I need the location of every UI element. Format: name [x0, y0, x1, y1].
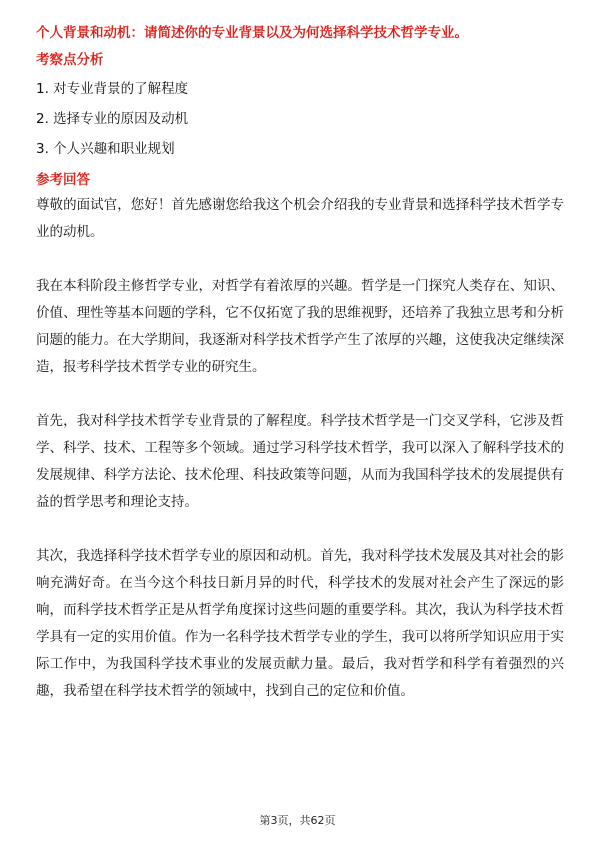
- answer-heading: 参考回答: [36, 172, 90, 188]
- answer-paragraph: 其次，我选择科学技术哲学专业的原因和动机。首先，我对科学技术发展及其对社会的影响充满好奇。在当今这个科技日新月异的时代，科学技术的发展对社会产生了深远的影响，而科学技术哲学正是从哲学角度探讨这些问题的重要学科。其次，我认为科学技术哲学具有一定的实用价值。作为一名科学技术哲学专业的学生，我可以将所学知识应用于实际工作中，为我国科学技术事业的发展贡献力量。最后，我对哲学和科学有着强烈的兴趣，我希望在科学技术哲学的领域中，找到自己的定位和价值。: [36, 548, 564, 699]
- page-number-footer: 第3页，共62页: [259, 814, 336, 827]
- question-title: 个人背景和动机：请简述你的专业背景以及为何选择科学技术哲学专业。: [36, 25, 468, 41]
- answer-paragraph: 我在本科阶段主修哲学专业，对哲学有着浓厚的兴趣。哲学是一门探究人类存在、知识、价值、理性等基本问题的学科，它不仅拓宽了我的思维视野，还培养了我独立思考和分析问题的能力。在大学期间，我逐渐对科学技术哲学产生了浓厚的兴趣，这使我决定继续深造，报考科学技术哲学专业的研究生。: [36, 278, 564, 375]
- page-content: [36, 22, 564, 732]
- answer-paragraph: 尊敬的面试官，您好！首先感谢您给我这个机会介绍我的专业背景和选择科学技术哲学专业的动机。: [36, 197, 564, 240]
- analysis-point: 1. 对专业背景的了解程度: [36, 81, 189, 97]
- analysis-points-list: [36, 74, 564, 164]
- answer-paragraph: 首先，我对科学技术哲学专业背景的了解程度。科学技术哲学是一门交叉学科，它涉及哲学、科学、技术、工程等多个领域。通过学习科学技术哲学，我可以深入了解科学技术的发展规律、科学方法论、技术伦理、科技政策等问题，从而为我国科学技术的发展提供有益的哲学思考和理论支持。: [36, 413, 564, 510]
- analysis-heading: 考察点分析: [36, 52, 104, 68]
- analysis-point: 2. 选择专业的原因及动机: [36, 111, 189, 127]
- analysis-point: 3. 个人兴趣和职业规划: [36, 141, 175, 157]
